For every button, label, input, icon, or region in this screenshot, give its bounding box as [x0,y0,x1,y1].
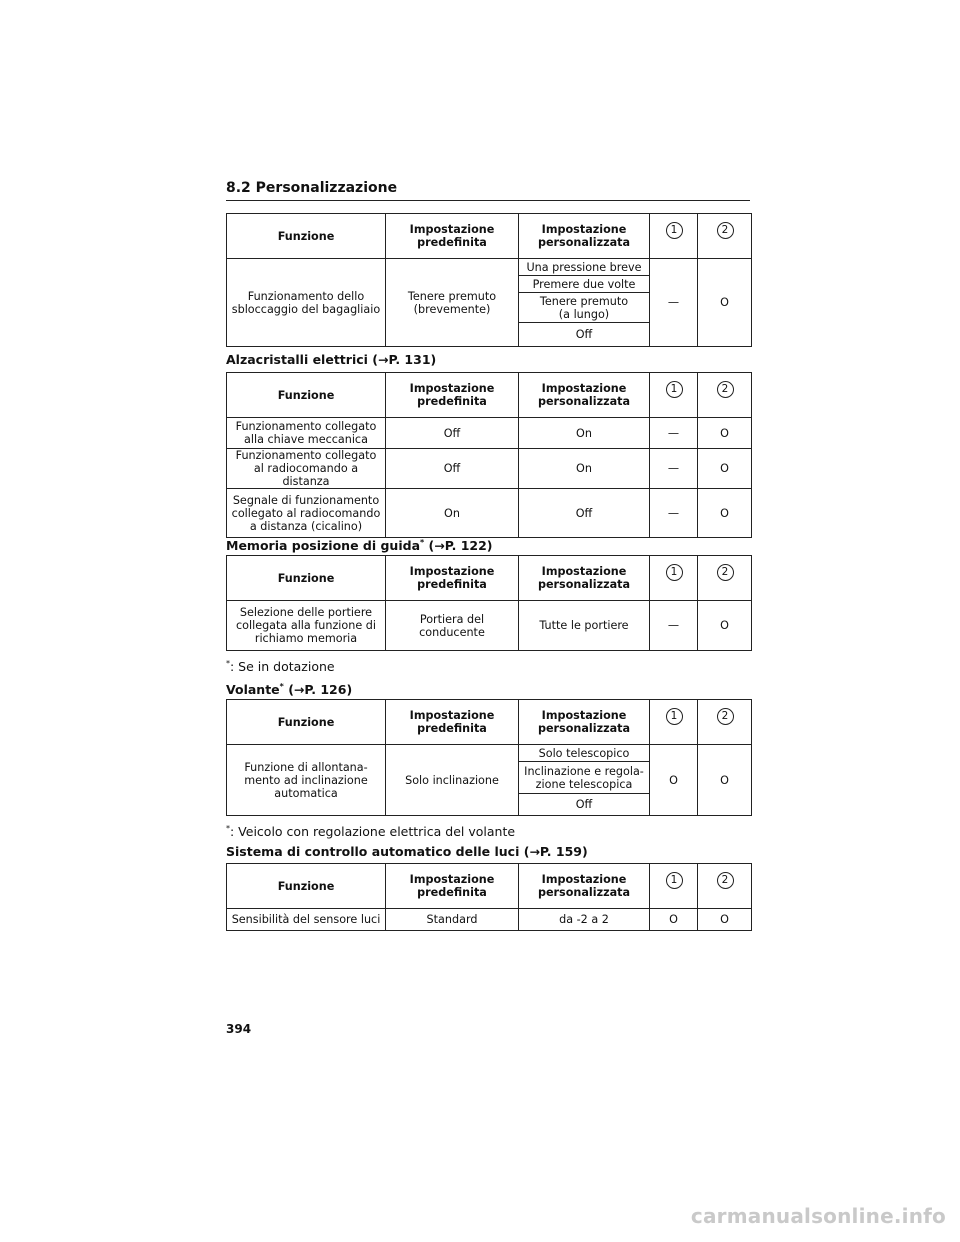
cell-c2: O [698,601,752,651]
cell-option: Tenere premuto (a lungo) [519,293,650,323]
header-custom: Impostazione personalizzata [519,214,650,259]
circle-2-icon: 2 [717,708,734,725]
heading-driving-position-memory: Memoria posizione di guida* (→P. 122) [226,538,493,554]
cell-c1: — [650,259,698,347]
header-default: Impostazione predefinita [386,864,519,909]
cell-option: Off [519,794,650,816]
header-circle-2 [698,864,752,909]
page-number: 394 [226,1022,252,1036]
cell-c1: — [650,489,698,538]
table-row [227,418,752,449]
table-driving-position-memory [226,555,752,651]
header-default: Impostazione predefinita [386,700,519,745]
circle-1-icon: 1 [666,564,683,581]
header-circle-1 [650,556,698,601]
cell-function: Funzionamento collegato al radiocomando a distanza [227,449,386,489]
cell-c1: — [650,601,698,651]
cell-c1: O [650,909,698,931]
table-row [227,601,752,651]
cell-c1: — [650,418,698,449]
cell-function: Selezione delle portiere collegata alla funzione di richiamo memoria [227,601,386,651]
circle-1-icon: 1 [666,222,683,239]
cell-default: Off [386,418,519,449]
header-funzione: Funzione [227,700,386,745]
table-power-windows [226,372,752,538]
header-funzione: Funzione [227,373,386,418]
cell-function: Sensibilità del sensore luci [227,909,386,931]
cell-custom: On [519,418,650,449]
header-circle-2 [698,214,752,259]
header-custom: Impostazione personalizzata [519,864,650,909]
cell-default: Portiera del conducente [386,601,519,651]
cell-option: Inclinazione e regola- zione telescopica [519,762,650,794]
cell-option: Off [519,323,650,347]
cell-c2: O [698,909,752,931]
cell-default: Standard [386,909,519,931]
header-custom: Impostazione personalizzata [519,556,650,601]
circle-2-icon: 2 [717,872,734,889]
footnote-steering: *: Veicolo con regolazione elettrica del volante [226,824,516,840]
cell-function: Funzionamento dello sbloccaggio del bagagliaio [227,259,386,347]
header-circle-1 [650,700,698,745]
table-auto-lights [226,863,752,931]
table-steering-wheel [226,699,752,816]
circle-2-icon: 2 [717,564,734,581]
cell-option: Una pressione breve [519,259,650,276]
cell-default: Tenere premuto (brevemente) [386,259,519,347]
cell-custom: Tutte le portiere [519,601,650,651]
header-funzione: Funzione [227,864,386,909]
header-default: Impostazione predefinita [386,214,519,259]
header-circle-1 [650,373,698,418]
cell-default: On [386,489,519,538]
header-default: Impostazione predefinita [386,556,519,601]
cell-c2: O [698,259,752,347]
footnote-equipment: *: Se in dotazione [226,659,335,675]
cell-custom: Off [519,489,650,538]
circle-1-icon: 1 [666,872,683,889]
header-custom: Impostazione personalizzata [519,373,650,418]
cell-function: Segnale di funzionamento collegato al radiocomando a distanza (cicalino) [227,489,386,538]
cell-custom: On [519,449,650,489]
cell-c1: — [650,449,698,489]
cell-option: Premere due volte [519,276,650,293]
header-custom: Impostazione personalizzata [519,700,650,745]
cell-default: Solo inclinazione [386,745,519,816]
table-row [227,449,752,489]
header-funzione: Funzione [227,556,386,601]
header-circle-1 [650,864,698,909]
heading-auto-lights: Sistema di controllo automatico delle luci (→P. 159) [226,844,588,859]
header-circle-2 [698,373,752,418]
cell-c2: O [698,449,752,489]
heading-steering-wheel: Volante* (→P. 126) [226,682,353,698]
cell-function: Funzione di allontana- mento ad inclinazione automatica [227,745,386,816]
cell-custom: da -2 a 2 [519,909,650,931]
section-title: 8.2 Personalizzazione [226,178,750,201]
cell-c2: O [698,745,752,816]
heading-power-windows: Alzacristalli elettrici (→P. 131) [226,352,437,367]
table-trunk-unlock [226,213,752,347]
table-row [227,489,752,538]
cell-function: Funzionamento collegato alla chiave meccanica [227,418,386,449]
header-funzione: Funzione [227,214,386,259]
table-row [227,909,752,931]
circle-2-icon: 2 [717,381,734,398]
circle-1-icon: 1 [666,708,683,725]
cell-c1: O [650,745,698,816]
cell-c2: O [698,418,752,449]
circle-2-icon: 2 [717,222,734,239]
watermark: carmanualsonline.info [690,1204,946,1228]
cell-default: Off [386,449,519,489]
header-circle-1 [650,214,698,259]
cell-c2: O [698,489,752,538]
header-circle-2 [698,556,752,601]
cell-option: Solo telescopico [519,745,650,762]
circle-1-icon: 1 [666,381,683,398]
header-circle-2 [698,700,752,745]
header-default: Impostazione predefinita [386,373,519,418]
